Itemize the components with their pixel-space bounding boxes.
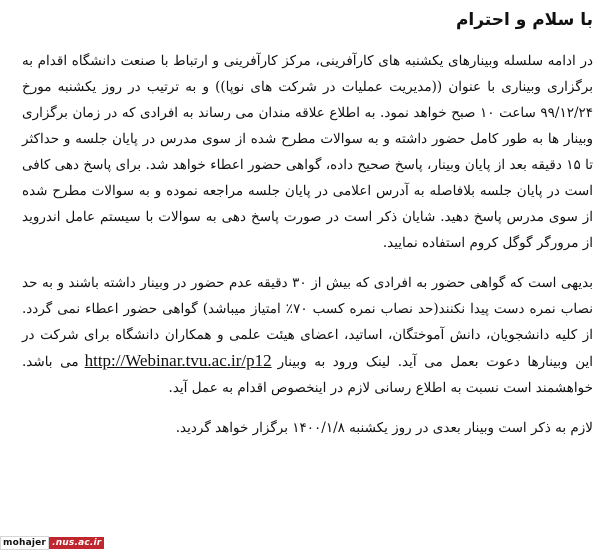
paragraph-next-webinar: لازم به ذکر است وبینار بعدی در روز یکشنبه ۱۴۰۰/۱/۸ برگزار خواهد گردید. — [175, 420, 593, 436]
watermark-part1: mohajer — [0, 536, 49, 550]
paragraph-certificate-info — [22, 270, 593, 401]
webinar-link[interactable]: http://Webinar.tvu.ac.ir/p12 — [84, 351, 272, 370]
site-watermark — [0, 538, 104, 548]
paragraph-webinar-intro: در ادامه سلسله وبینارهای یکشنبه های کارآفرینی، مرکز کارآفرینی و ارتباط با صنعت دانشگاه اقدام به برگزاری وبیناری با عنوان ((مدیریت عملیات در شرکت های نوپا)) و به ترتیب در روز یکشنبه مورخ ۹۹/۱۲/۲۴ ساعت ۱۰ صبح خواهد نمود. به اطلاع علاقه مندان می رساند به افرادی که در زمان برگزاری وبینار ها به طور کامل حضور داشته و به سوالات مطرح شده از سوی مدرس در پایان جلسه و حداکثر تا ۱۵ دقیقه بعد از پایان وبینار، پاسخ صحیح داده، گواهی حضور اعطاء خواهد شد. برای پاسخ دهی کافی است در پایان جلسه بلافاصله به آدرس اعلامی در پایان جلسه مراجعه نموده و به سوالات مطرح شده از سوی مدرس پاسخ دهید. شایان ذکر است در صورت پاسخ دهی به سوالات با سیستم عامل اندروید از مرورگر گوگل کروم استفاده نمایید. — [22, 53, 593, 251]
paragraph-certificate-text: بدیهی است که گواهی حضور به افرادی که بیش از ۳۰ دقیقه عدم حضور در وبینار داشته باشند و به حد نصاب نمره دست پیدا نکنند(حد نصاب نمره کسب ۷۰٪ امتیاز میباشد) گواهی حضور اعطاء نمی گردد. از کلیه دانشجویان، دانش آموختگان، اساتید، اعضای هیئت علمی و همکاران دانشگاه برای شرکت در این وبینارها دعوت بعمل می آید. لینک ورود به وبینار — [22, 275, 593, 370]
watermark-part2: .nus.ac.ir — [49, 537, 104, 549]
paragraph-certificate-tail: می باشد. خواهشمند است نسبت به اطلاع رسانی لازم در اینخصوص اقدام به عمل آید. — [22, 354, 593, 396]
greeting-heading: با سلام و احترام — [455, 10, 593, 30]
